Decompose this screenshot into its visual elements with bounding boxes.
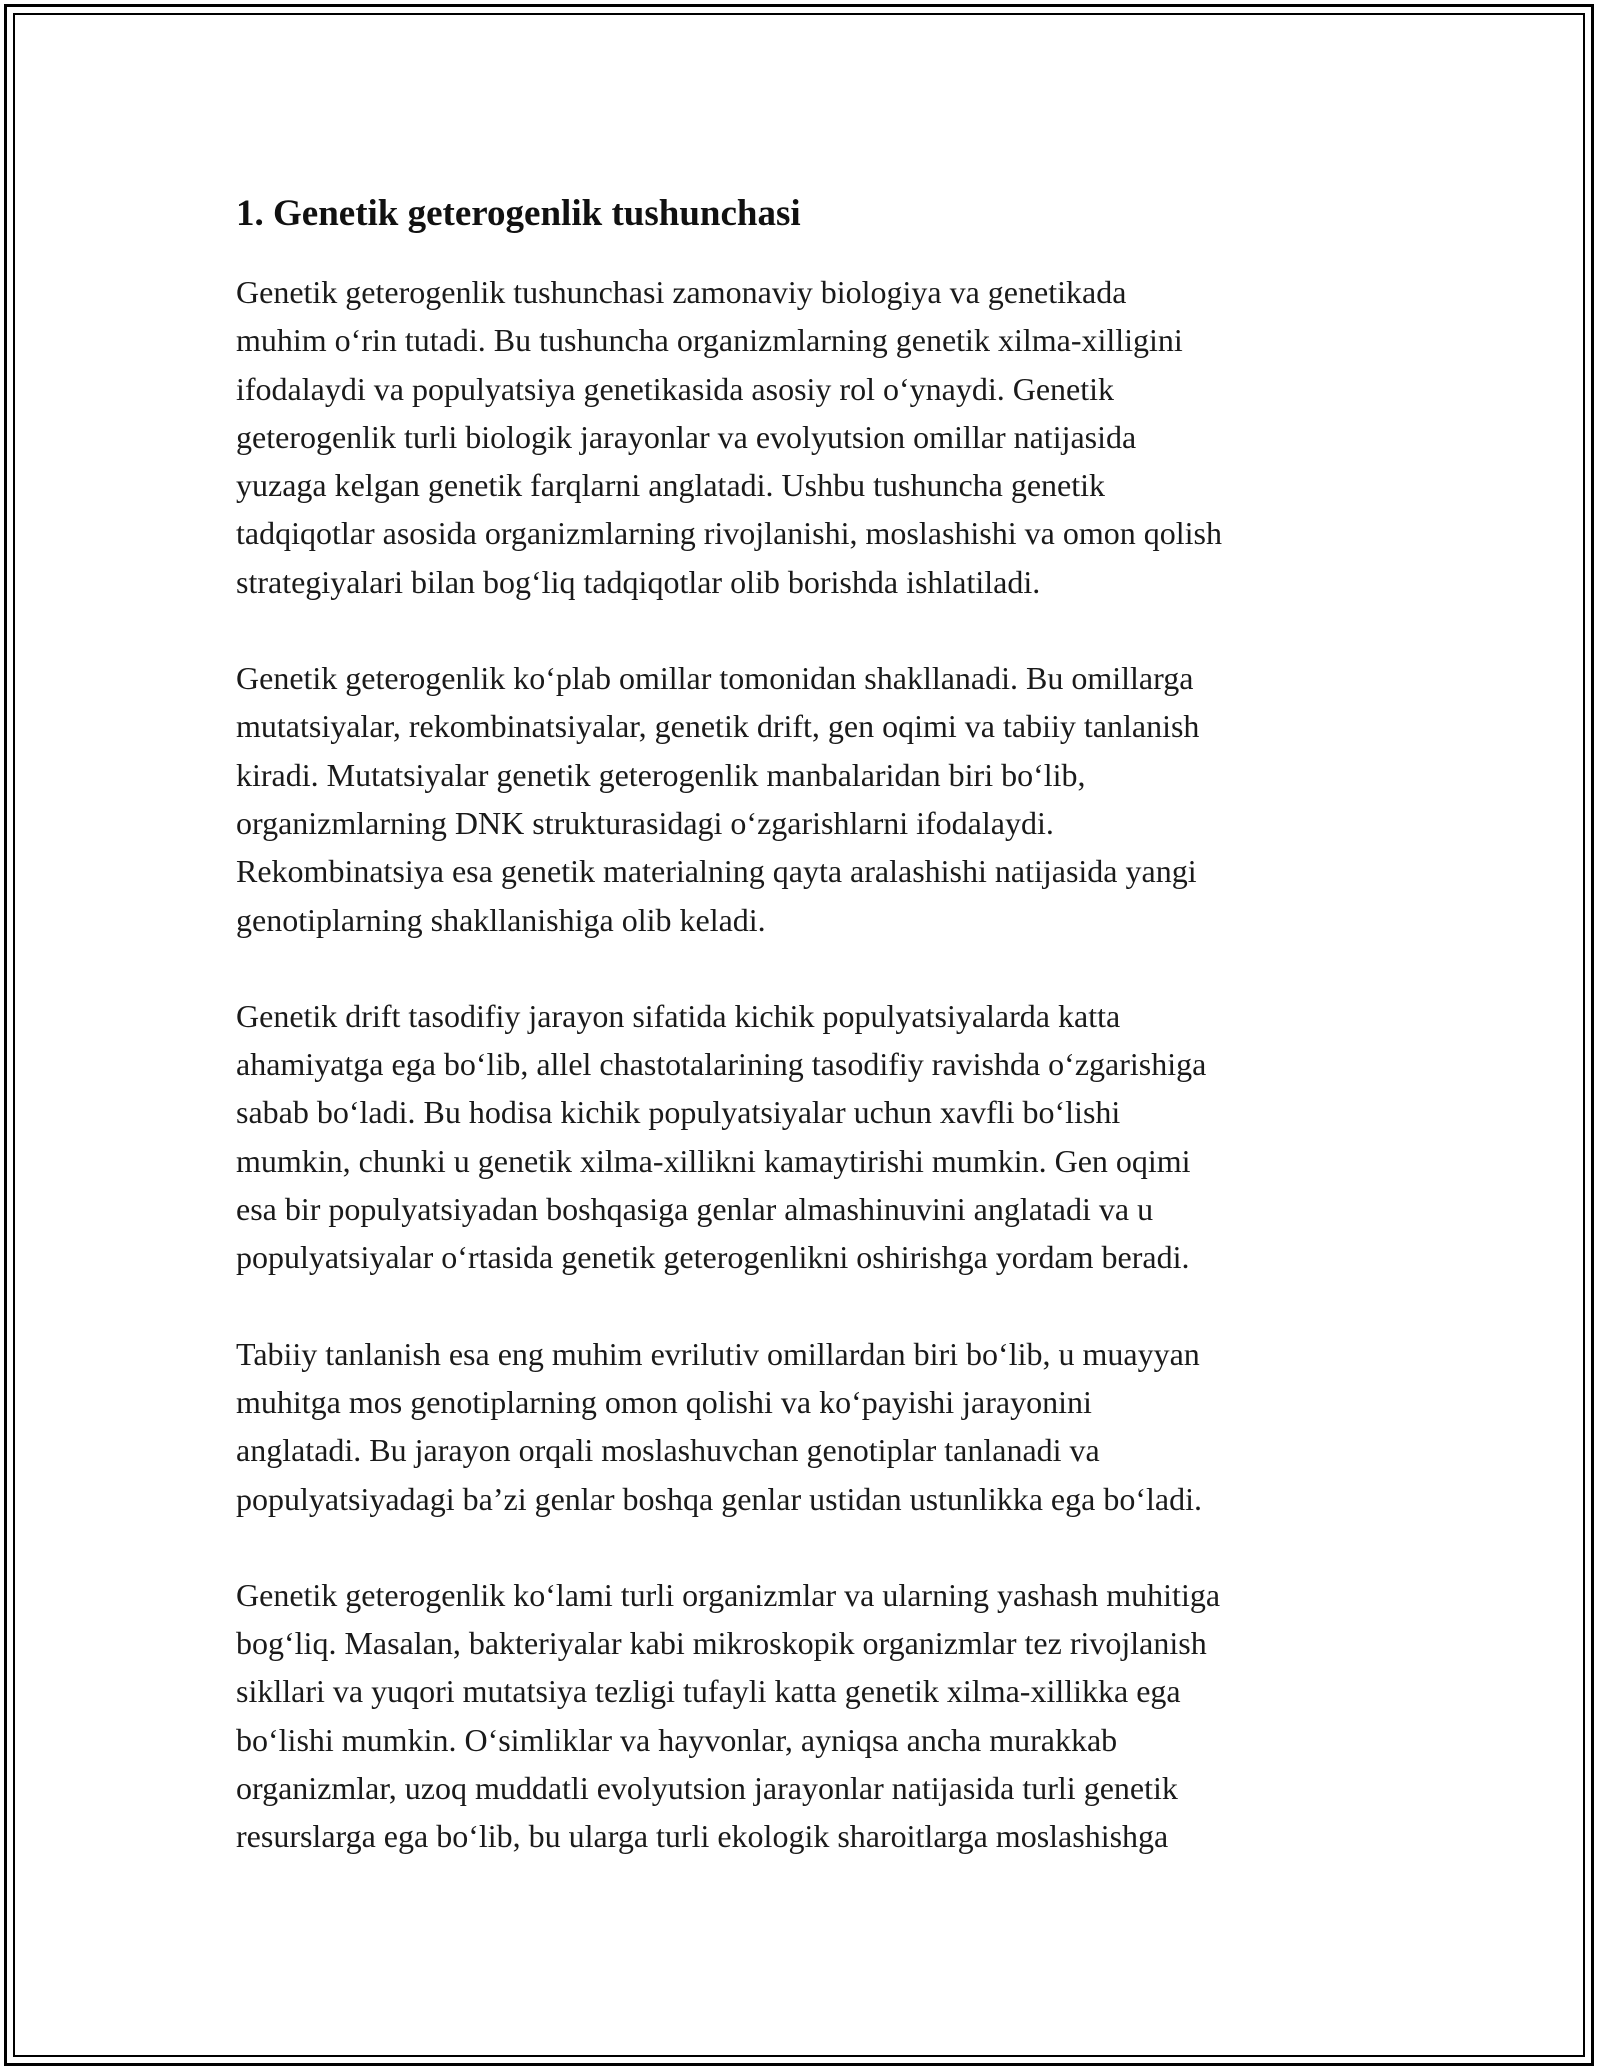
text-line: Rekombinatsiya esa genetik materialning qayta aralashishi natijasida yangi (236, 853, 1197, 890)
text-line: bog‘liq. Masalan, bakteriyalar kabi mikroskopik organizmlar tez rivojlanish (236, 1625, 1207, 1662)
text-line: populyatsiyalar o‘rtasida genetik geterogenlikni oshirishga yordam beradi. (236, 1239, 1190, 1276)
text-line: resurslarga ega bo‘lib, bu ularga turli ekologik sharoitlarga moslashishga (236, 1818, 1169, 1855)
text-line: organizmlar, uzoq muddatli evolyutsion jarayonlar natijasida turli genetik (236, 1770, 1178, 1807)
text-line: ahamiyatga ega bo‘lib, allel chastotalarining tasodifiy ravishda o‘zgarishiga (236, 1046, 1207, 1083)
text-line: Genetik geterogenlik ko‘plab omillar tomonidan shakllanadi. Bu omillarga (236, 660, 1194, 697)
text-line: strategiyalari bilan bog‘liq tadqiqotlar olib borishda ishlatiladi. (236, 563, 1041, 600)
text-line: Genetik drift tasodifiy jarayon sifatida kichik populyatsiyalarda katta (236, 997, 1121, 1034)
text-line: ifodalaydi va populyatsiya genetikasida asosiy rol o‘ynaydi. Genetik (236, 370, 1114, 407)
text-line: Tabiiy tanlanish esa eng muhim evrilutiv omillardan biri bo‘lib, u muayyan (236, 1335, 1200, 1372)
text-line: kiradi. Mutatsiyalar genetik geterogenlik manbalaridan biri bo‘lib, (236, 756, 1086, 793)
text-line: geterogenlik turli biologik jarayonlar va evolyutsion omillar natijasida (236, 418, 1137, 455)
text-line: muhitga mos genotiplarning omon qolishi va ko‘payishi jarayonini (236, 1383, 1092, 1420)
text-line: Genetik geterogenlik tushunchasi zamonaviy biologiya va genetikada (236, 274, 1127, 310)
text-line: muhim o‘rin tutadi. Bu tushuncha organizmlarning genetik xilma-xilligini (236, 322, 1183, 359)
text-line: genotiplarning shakllanishiga olib keladi. (236, 901, 766, 938)
text-line: sabab bo‘ladi. Bu hodisa kichik populyatsiyalar uchun xavfli bo‘lishi (236, 1094, 1121, 1131)
text-line: esa bir populyatsiyadan boshqasiga genlar almashinuvini anglatadi va u (236, 1191, 1154, 1228)
section-heading: 1. Genetik geterogenlik tushunchasi (236, 193, 801, 234)
paragraph-5 (236, 1571, 1416, 1861)
paragraph-3 (236, 992, 1416, 1282)
text-line: yuzaga kelgan genetik farqlarni anglatadi. Ushbu tushuncha genetik (236, 467, 1106, 504)
text-line: mutatsiyalar, rekombinatsiyalar, genetik drift, gen oqimi va tabiiy tanlanish (236, 708, 1200, 745)
document-body (236, 188, 1416, 1909)
text-line: organizmlarning DNK strukturasidagi o‘zgarishlarni ifodalaydi. (236, 804, 1054, 841)
paragraph-2 (236, 654, 1416, 944)
text-line: populyatsiyadagi ba’zi genlar boshqa genlar ustidan ustunlikka ega bo‘ladi. (236, 1480, 1202, 1517)
paragraph-4 (236, 1330, 1416, 1523)
text-line: sikllari va yuqori mutatsiya tezligi tufayli katta genetik xilma-xillikka ega (236, 1673, 1181, 1710)
text-line: Genetik geterogenlik ko‘lami turli organizmlar va ularning yashash muhitiga (236, 1576, 1221, 1613)
text-line: anglatadi. Bu jarayon orqali moslashuvchan genotiplar tanlanadi va (236, 1432, 1100, 1469)
paragraph-1 (236, 268, 1416, 606)
text-line: tadqiqotlar asosida organizmlarning rivojlanishi, moslashishi va omon qolish (236, 515, 1222, 552)
text-line: mumkin, chunki u genetik xilma-xillikni kamaytirishi mumkin. Gen oqimi (236, 1142, 1191, 1179)
text-line: bo‘lishi mumkin. O‘simliklar va hayvonlar, ayniqsa ancha murakkab (236, 1721, 1118, 1758)
